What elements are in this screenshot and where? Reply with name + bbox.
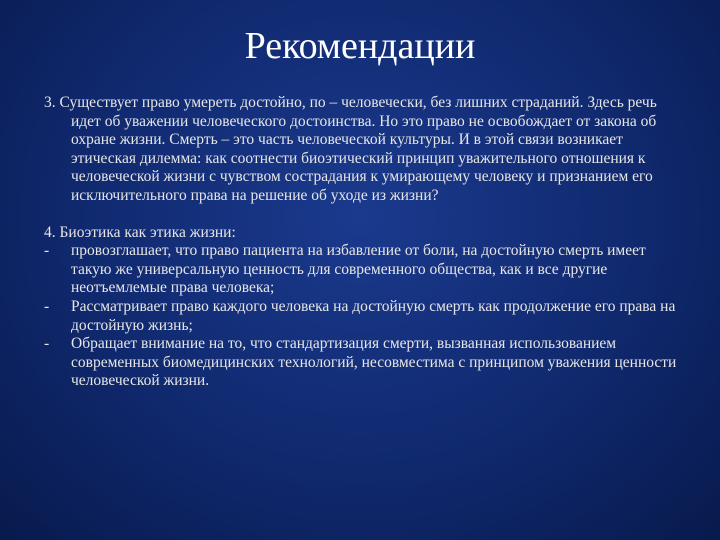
point-4-heading-line xyxy=(44,224,684,243)
bullet-item xyxy=(44,298,684,335)
bullet-text: провозглашает, что право пациента на избавление от боли, на достойную смерть имеет такую же универсальную ценность для современного общества, как и все другие неотъемлемые права человека; xyxy=(71,242,646,297)
slide-title: Рекомендации xyxy=(244,25,476,67)
bullet-dash: - xyxy=(44,297,50,315)
point-4-heading: Биоэтика как этика жизни: xyxy=(59,223,236,241)
point-4-number: 4. xyxy=(44,223,56,241)
slide-body xyxy=(44,94,684,391)
bullet-dash: - xyxy=(44,242,50,260)
point-3-text: Существует право умереть достойно, по – человечески, без лишних страданий. Здесь речь идет об уважении человеческого достоинства. Но это право не освобождает от закона об охране жизни. Смерть – это часть человеческой культуры. И в этой связи возникает этическая дилемма: как соотнести биоэтический принцип уважительного отношения к человеческой жизни с чувством сострадания к умирающему человеку и признанием его исключительного права на решение об уходе из жизни? xyxy=(59,94,657,204)
bullet-item xyxy=(44,242,684,298)
point-3 xyxy=(44,94,684,206)
bullet-text: Обращает внимание на то, что стандартизация смерти, вызванная использованием современных биомедицинских технологий, несовместима с принципом уважения ценности человеческой жизни. xyxy=(71,335,677,390)
block-gap xyxy=(44,206,684,224)
bullet-dash: - xyxy=(44,335,50,353)
point-3-number: 3. xyxy=(44,94,56,111)
bullet-item xyxy=(44,335,684,391)
bullet-text: Рассматривает право каждого человека на достойную смерть как продолжение его права на достойную жизнь; xyxy=(71,297,676,334)
